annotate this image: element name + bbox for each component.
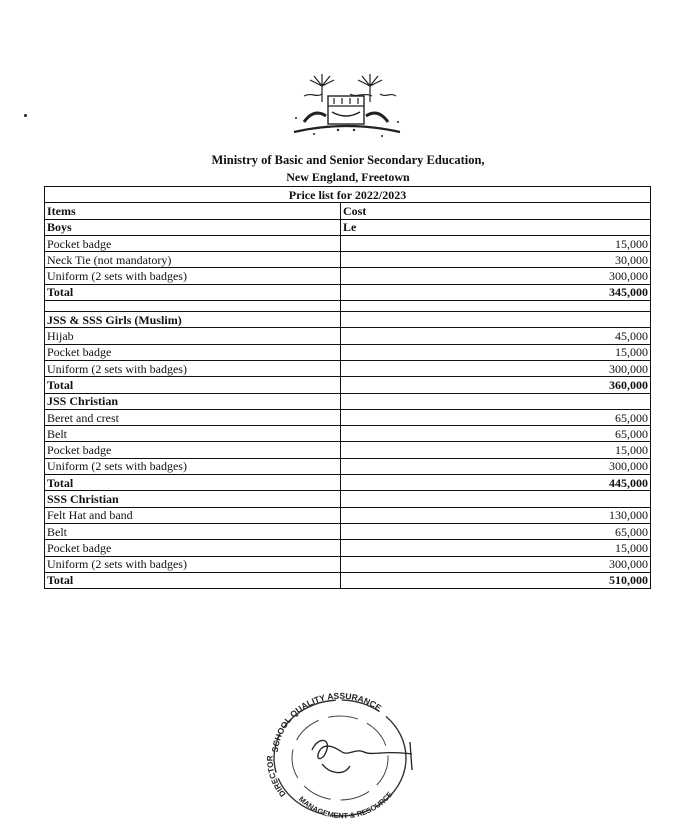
cost-cell: 65,000 (341, 409, 651, 425)
table-row (45, 268, 651, 284)
item-cell: Uniform (2 sets with badges) (45, 360, 341, 376)
cost-cell: 130,000 (341, 507, 651, 523)
cost-cell (341, 301, 651, 312)
table-row (45, 572, 651, 588)
stamp-bottom-text: MANAGEMENT & RESOURCE (297, 789, 395, 820)
cost-cell: 300,000 (341, 556, 651, 572)
cost-cell: 345,000 (341, 284, 651, 300)
cost-cell: Le (341, 219, 651, 235)
item-cell: Pocket badge (45, 442, 341, 458)
svg-text:DIRECTOR (266, 755, 288, 798)
item-cell: SSS Christian (45, 491, 341, 507)
cost-cell: 15,000 (341, 344, 651, 360)
scan-speck (24, 114, 27, 117)
table-row (45, 312, 651, 328)
table-row (45, 491, 651, 507)
item-cell: Total (45, 475, 341, 491)
table-row (45, 556, 651, 572)
cost-cell (341, 393, 651, 409)
cost-cell: 15,000 (341, 540, 651, 556)
cost-cell: 65,000 (341, 523, 651, 539)
item-cell: JSS & SSS Girls (Muslim) (45, 312, 341, 328)
table-row (45, 458, 651, 474)
item-cell: Total (45, 572, 341, 588)
table-row (45, 328, 651, 344)
official-stamp (252, 690, 424, 820)
table-row (45, 235, 651, 251)
column-header-row (45, 203, 651, 219)
item-cell: Pocket badge (45, 235, 341, 251)
items-column-header: Items (45, 203, 341, 219)
item-cell: Pocket badge (45, 540, 341, 556)
table-row (45, 219, 651, 235)
item-cell: Total (45, 284, 341, 300)
item-cell: Neck Tie (not mandatory) (45, 252, 341, 268)
cost-cell: 15,000 (341, 235, 651, 251)
cost-cell: 300,000 (341, 268, 651, 284)
item-cell: JSS Christian (45, 393, 341, 409)
table-caption: Price list for 2022/2023 (45, 187, 651, 203)
table-row (45, 393, 651, 409)
table-row (45, 475, 651, 491)
item-cell: Beret and crest (45, 409, 341, 425)
cost-cell: 300,000 (341, 458, 651, 474)
stamp-top-text: SCHOOL QUALITY ASSURANCE (269, 690, 384, 753)
item-cell: Uniform (2 sets with badges) (45, 458, 341, 474)
item-cell: Pocket badge (45, 344, 341, 360)
item-cell: Uniform (2 sets with badges) (45, 268, 341, 284)
item-cell: Boys (45, 219, 341, 235)
cost-cell: 300,000 (341, 360, 651, 376)
item-cell: Belt (45, 523, 341, 539)
ministry-title: Ministry of Basic and Senior Secondary Education, (211, 153, 485, 167)
table-row (45, 252, 651, 268)
cost-cell: 510,000 (341, 572, 651, 588)
price-list-table (44, 186, 651, 589)
table-row (45, 344, 651, 360)
item-cell: Total (45, 377, 341, 393)
item-cell: Hijab (45, 328, 341, 344)
table-row (45, 442, 651, 458)
table-row (45, 426, 651, 442)
stamp-left-text: DIRECTOR (265, 755, 288, 799)
table-row (45, 360, 651, 376)
item-cell (45, 301, 341, 312)
coat-of-arms-emblem (284, 72, 410, 142)
item-cell: Felt Hat and band (45, 507, 341, 523)
item-cell: Belt (45, 426, 341, 442)
cost-cell: 15,000 (341, 442, 651, 458)
table-row (45, 409, 651, 425)
caption-row (45, 187, 651, 203)
svg-text:MANAGEMENT & RESOURCE (297, 790, 394, 820)
table-row (45, 540, 651, 556)
table-row (45, 507, 651, 523)
ministry-address: New England, Freetown (286, 170, 410, 184)
table-row (45, 377, 651, 393)
item-cell: Uniform (2 sets with badges) (45, 556, 341, 572)
cost-cell: 65,000 (341, 426, 651, 442)
cost-cell (341, 491, 651, 507)
cost-cell: 45,000 (341, 328, 651, 344)
cost-column-header: Cost (341, 203, 651, 219)
cost-cell: 30,000 (341, 252, 651, 268)
cost-cell: 445,000 (341, 475, 651, 491)
handwritten-signature (312, 740, 412, 772)
table-row (45, 284, 651, 300)
cost-cell: 360,000 (341, 377, 651, 393)
cost-cell (341, 312, 651, 328)
table-row (45, 523, 651, 539)
table-row (45, 301, 651, 312)
